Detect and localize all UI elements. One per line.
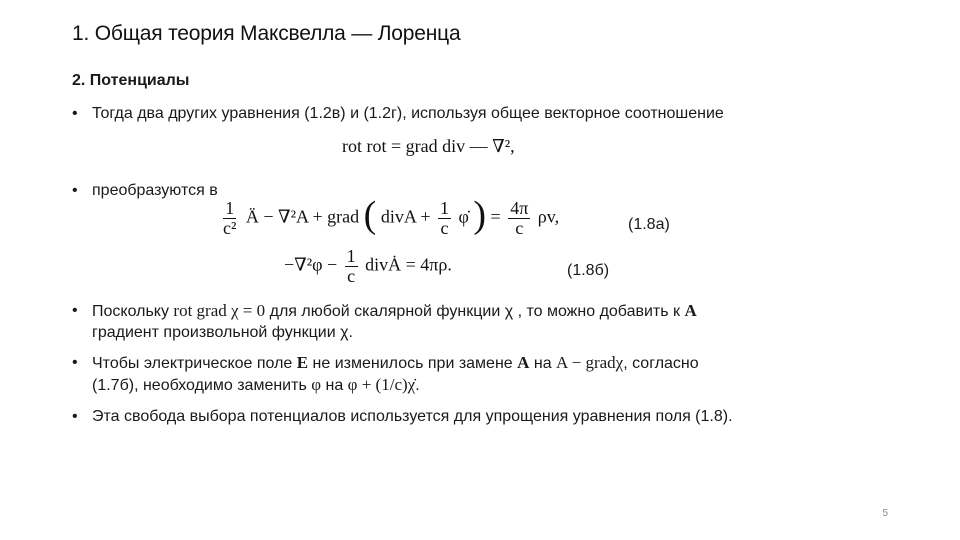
equation-1-8b [284, 247, 452, 286]
math-A-minus-grad: A − gradχ [556, 353, 624, 372]
eq-a-part1: Ä − ∇²A + grad [245, 206, 360, 227]
eq-a-phi-dot: φ̇ [458, 206, 469, 227]
identity-equation: rot rot = grad div — ∇², [342, 136, 515, 156]
section-heading: 2. Потенциалы [72, 72, 190, 89]
bullet-5 [72, 406, 862, 427]
bullet-3-text: Поскольку rot grad χ = 0 для любой скалярной функции χ , то можно добавить к A градиент произвольной функции χ. [92, 301, 697, 341]
math-A: A [684, 301, 697, 320]
eq-a-rhs: ρv, [537, 206, 560, 227]
math-rot-grad: rot grad χ = 0 [173, 301, 266, 320]
eq-a-div: divA + [380, 206, 435, 227]
eq-b-lhs: −∇²φ − [284, 254, 342, 275]
bullet-2-text: преобразуются в [92, 182, 218, 199]
bullet-5-text: Эта свобода выбора потенциалов используется для упрощения уравнения поля (1.8). [92, 408, 733, 425]
fraction-1-over-c2: $\frac{1}{\text{c²}}$ [223, 198, 237, 238]
eq-b-rest: divȦ = 4πρ. [365, 254, 452, 275]
fraction-1-over-c: $\frac{1}{c}$ [439, 198, 449, 238]
equation-1-8a [218, 194, 560, 238]
left-paren: ( [363, 194, 377, 237]
bullet-1 [72, 103, 862, 124]
bullet-4-text: Чтобы электрическое поле E не изменилось при замене A на A − gradχ, согласно (1.7б), необходимо заменить φ на φ + (1/c)χ̇. [92, 353, 699, 394]
right-paren: ) [473, 194, 487, 237]
bullet-dot: • [72, 302, 78, 319]
bullet-1-text: Тогда два других уравнения (1.2в) и (1.2г), используя общее векторное соотношение [92, 105, 724, 122]
bullet-dot: • [72, 182, 78, 199]
bullet-3 [72, 300, 862, 343]
slide-title: 1. Общая теория Максвелла — Лоренца [72, 22, 461, 45]
math-phi-replacement: φ + (1/c)χ̇ [347, 375, 416, 394]
bullet-2 [72, 180, 862, 201]
bullet-4 [72, 352, 862, 396]
bullet-dot: • [72, 354, 78, 371]
bullet-dot: • [72, 105, 78, 122]
equation-label-1-8b: (1.8б) [567, 262, 610, 279]
fraction-1-over-c-b: $\frac{1}{c}$ [346, 246, 356, 286]
fraction-4pi-over-c: $\frac{4\pi}{c}$ [510, 198, 529, 238]
eq-a-equals: = [490, 206, 506, 227]
page-number: 5 [882, 508, 888, 519]
math-A-2: A [517, 353, 530, 372]
bullet-dot: • [72, 408, 78, 425]
equation-label-1-8a: (1.8а) [628, 216, 670, 233]
math-E: E [296, 353, 309, 372]
math-phi: φ [311, 375, 322, 394]
